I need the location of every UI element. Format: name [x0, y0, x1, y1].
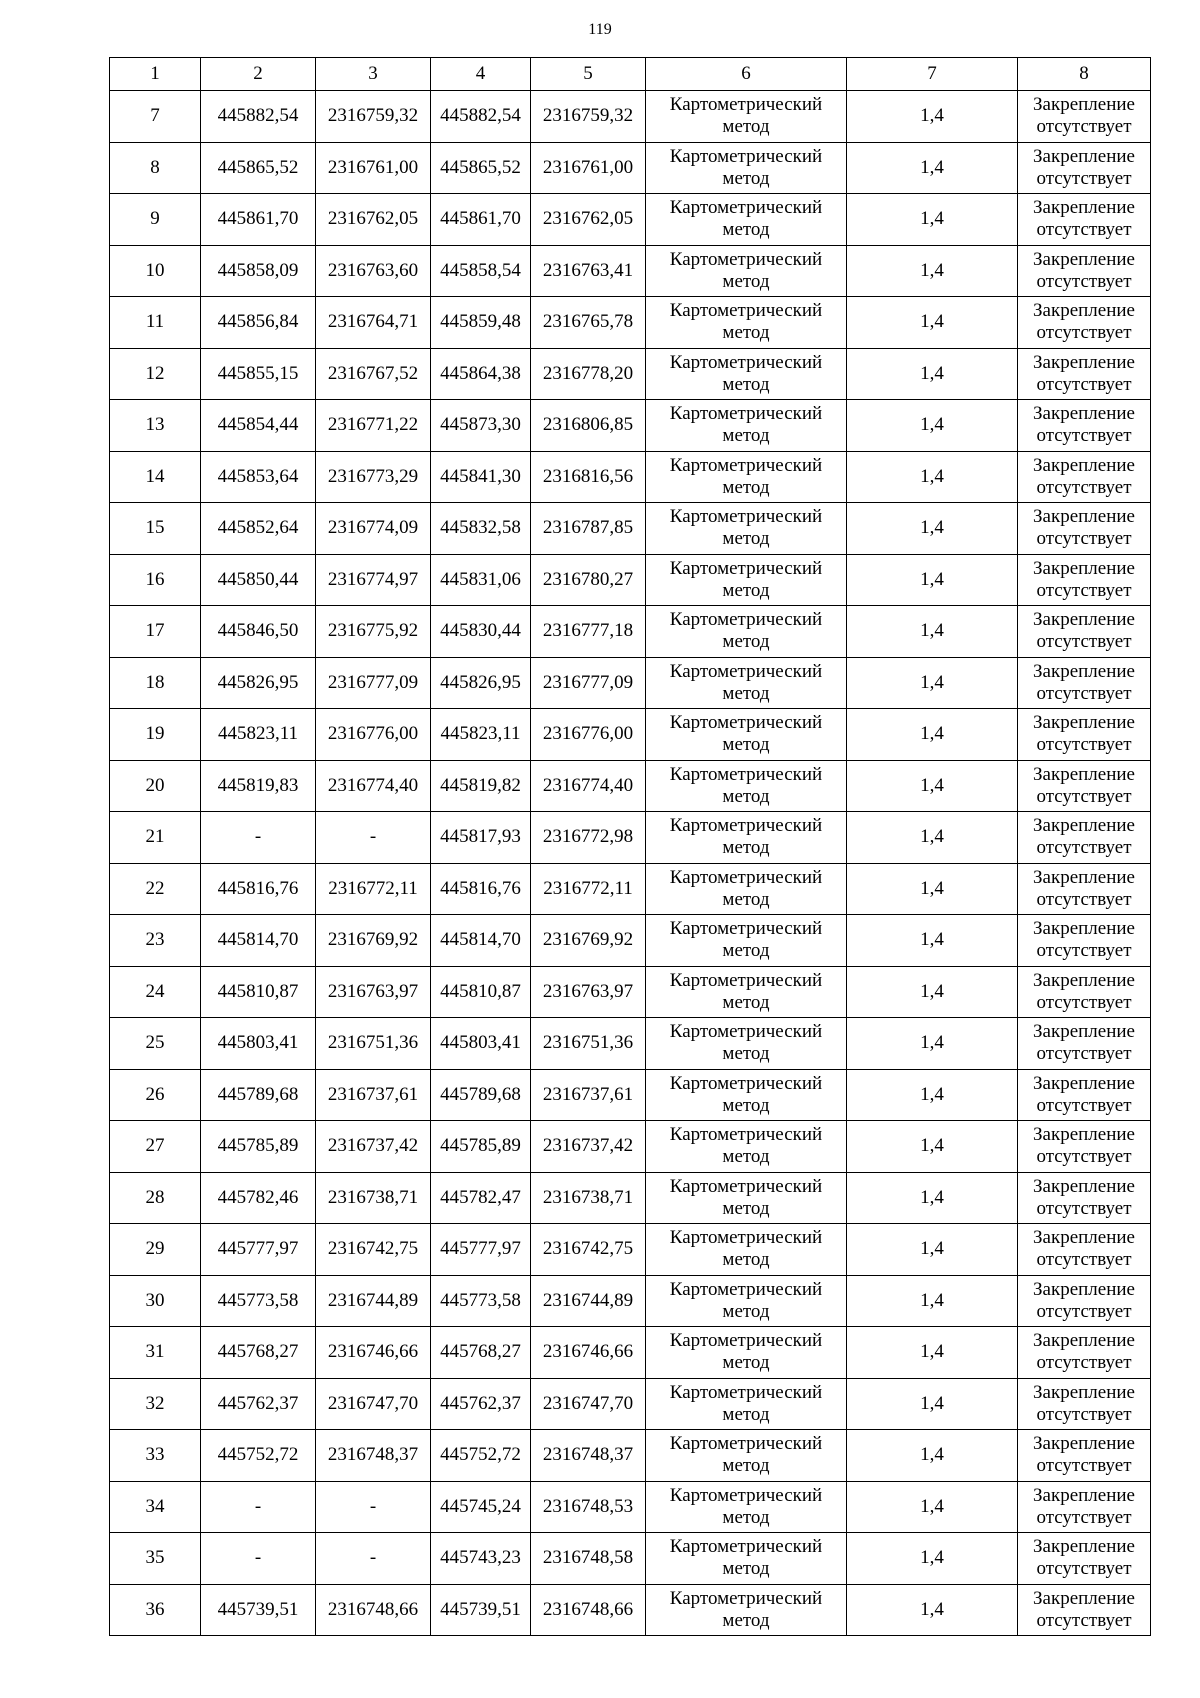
cell-x-new: 445789,68: [431, 1069, 531, 1121]
cell-x-new: 445831,06: [431, 554, 531, 606]
table-row: [110, 142, 1151, 194]
cell-y-old: 2316776,00: [316, 709, 431, 761]
cell-accuracy: 1,4: [847, 451, 1018, 503]
cell-method: Картометрический метод: [646, 606, 847, 658]
cell-x-new: 445841,30: [431, 451, 531, 503]
table-row: [110, 194, 1151, 246]
cell-accuracy: 1,4: [847, 812, 1018, 864]
table-row: [110, 863, 1151, 915]
cell-accuracy: 1,4: [847, 760, 1018, 812]
cell-fixation: Закрепление отсутствует: [1018, 348, 1151, 400]
cell-y-old: 2316772,11: [316, 863, 431, 915]
cell-method: Картометрический метод: [646, 400, 847, 452]
cell-x-new: 445782,47: [431, 1172, 531, 1224]
cell-point-number: 27: [110, 1121, 201, 1173]
cell-accuracy: 1,4: [847, 503, 1018, 555]
cell-y-new: 2316777,18: [531, 606, 646, 658]
cell-x-old: -: [201, 1533, 316, 1585]
cell-y-old: 2316761,00: [316, 142, 431, 194]
cell-point-number: 34: [110, 1481, 201, 1533]
cell-point-number: 31: [110, 1327, 201, 1379]
table-row: [110, 709, 1151, 761]
cell-x-old: 445826,95: [201, 657, 316, 709]
cell-accuracy: 1,4: [847, 1172, 1018, 1224]
cell-accuracy: 1,4: [847, 1481, 1018, 1533]
cell-method: Картометрический метод: [646, 1584, 847, 1636]
cell-x-old: 445739,51: [201, 1584, 316, 1636]
cell-y-old: 2316774,09: [316, 503, 431, 555]
cell-x-new: 445739,51: [431, 1584, 531, 1636]
cell-y-new: 2316748,66: [531, 1584, 646, 1636]
cell-x-old: 445858,09: [201, 245, 316, 297]
cell-x-new: 445810,87: [431, 966, 531, 1018]
cell-x-old: 445865,52: [201, 142, 316, 194]
cell-y-new: 2316763,97: [531, 966, 646, 1018]
cell-point-number: 21: [110, 812, 201, 864]
table-row: [110, 657, 1151, 709]
cell-x-new: 445745,24: [431, 1481, 531, 1533]
cell-y-new: 2316772,98: [531, 812, 646, 864]
cell-y-new: 2316777,09: [531, 657, 646, 709]
cell-method: Картометрический метод: [646, 503, 847, 555]
table-row: [110, 400, 1151, 452]
table-row: [110, 1533, 1151, 1585]
cell-y-old: 2316762,05: [316, 194, 431, 246]
cell-y-old: 2316767,52: [316, 348, 431, 400]
cell-y-old: 2316777,09: [316, 657, 431, 709]
cell-method: Картометрический метод: [646, 966, 847, 1018]
cell-x-new: 445826,95: [431, 657, 531, 709]
table-row: [110, 91, 1151, 143]
cell-y-old: 2316737,61: [316, 1069, 431, 1121]
cell-accuracy: 1,4: [847, 194, 1018, 246]
cell-x-old: 445854,44: [201, 400, 316, 452]
column-header-7: 7: [847, 58, 1018, 91]
cell-y-new: 2316742,75: [531, 1224, 646, 1276]
cell-y-old: 2316742,75: [316, 1224, 431, 1276]
cell-method: Картометрический метод: [646, 348, 847, 400]
cell-fixation: Закрепление отсутствует: [1018, 606, 1151, 658]
table-row: [110, 554, 1151, 606]
cell-y-old: -: [316, 1533, 431, 1585]
cell-x-new: 445873,30: [431, 400, 531, 452]
cell-x-old: 445814,70: [201, 915, 316, 967]
cell-method: Картометрический метод: [646, 657, 847, 709]
cell-fixation: Закрепление отсутствует: [1018, 1327, 1151, 1379]
cell-point-number: 18: [110, 657, 201, 709]
cell-y-new: 2316746,66: [531, 1327, 646, 1379]
cell-accuracy: 1,4: [847, 91, 1018, 143]
cell-fixation: Закрепление отсутствует: [1018, 451, 1151, 503]
cell-point-number: 13: [110, 400, 201, 452]
cell-x-old: 445773,58: [201, 1275, 316, 1327]
cell-point-number: 8: [110, 142, 201, 194]
cell-accuracy: 1,4: [847, 1327, 1018, 1379]
cell-method: Картометрический метод: [646, 1533, 847, 1585]
cell-fixation: Закрепление отсутствует: [1018, 863, 1151, 915]
cell-x-old: -: [201, 812, 316, 864]
cell-point-number: 35: [110, 1533, 201, 1585]
cell-y-old: 2316773,29: [316, 451, 431, 503]
cell-y-new: 2316738,71: [531, 1172, 646, 1224]
table-row: [110, 297, 1151, 349]
cell-point-number: 25: [110, 1018, 201, 1070]
column-header-8: 8: [1018, 58, 1151, 91]
cell-y-new: 2316780,27: [531, 554, 646, 606]
cell-method: Картометрический метод: [646, 760, 847, 812]
cell-x-old: 445819,83: [201, 760, 316, 812]
cell-x-new: 445773,58: [431, 1275, 531, 1327]
cell-x-old: 445803,41: [201, 1018, 316, 1070]
cell-x-new: 445819,82: [431, 760, 531, 812]
cell-x-old: 445810,87: [201, 966, 316, 1018]
table-row: [110, 1069, 1151, 1121]
cell-y-old: 2316775,92: [316, 606, 431, 658]
cell-point-number: 11: [110, 297, 201, 349]
cell-method: Картометрический метод: [646, 1069, 847, 1121]
cell-point-number: 16: [110, 554, 201, 606]
table-row: [110, 1584, 1151, 1636]
cell-accuracy: 1,4: [847, 966, 1018, 1018]
cell-fixation: Закрепление отсутствует: [1018, 91, 1151, 143]
cell-fixation: Закрепление отсутствует: [1018, 1275, 1151, 1327]
table-body: [110, 91, 1151, 1636]
cell-fixation: Закрепление отсутствует: [1018, 1378, 1151, 1430]
cell-x-new: 445832,58: [431, 503, 531, 555]
cell-method: Картометрический метод: [646, 297, 847, 349]
cell-y-old: 2316763,60: [316, 245, 431, 297]
cell-point-number: 32: [110, 1378, 201, 1430]
table-row: [110, 606, 1151, 658]
cell-method: Картометрический метод: [646, 1224, 847, 1276]
cell-y-new: 2316772,11: [531, 863, 646, 915]
cell-accuracy: 1,4: [847, 1584, 1018, 1636]
table-row: [110, 245, 1151, 297]
cell-x-new: 445864,38: [431, 348, 531, 400]
cell-point-number: 20: [110, 760, 201, 812]
table-row: [110, 1275, 1151, 1327]
cell-y-new: 2316759,32: [531, 91, 646, 143]
column-header-3: 3: [316, 58, 431, 91]
table-row: [110, 348, 1151, 400]
cell-accuracy: 1,4: [847, 657, 1018, 709]
cell-y-new: 2316776,00: [531, 709, 646, 761]
cell-y-new: 2316748,37: [531, 1430, 646, 1482]
cell-y-old: 2316764,71: [316, 297, 431, 349]
cell-point-number: 7: [110, 91, 201, 143]
cell-y-new: 2316747,70: [531, 1378, 646, 1430]
cell-x-old: 445882,54: [201, 91, 316, 143]
cell-x-new: 445777,97: [431, 1224, 531, 1276]
cell-accuracy: 1,4: [847, 1378, 1018, 1430]
cell-y-old: 2316774,97: [316, 554, 431, 606]
cell-method: Картометрический метод: [646, 863, 847, 915]
table-row: [110, 1481, 1151, 1533]
cell-x-old: 445777,97: [201, 1224, 316, 1276]
cell-fixation: Закрепление отсутствует: [1018, 760, 1151, 812]
cell-y-old: 2316744,89: [316, 1275, 431, 1327]
cell-x-new: 445752,72: [431, 1430, 531, 1482]
cell-method: Картометрический метод: [646, 1172, 847, 1224]
table-row: [110, 503, 1151, 555]
cell-accuracy: 1,4: [847, 1533, 1018, 1585]
cell-x-old: 445846,50: [201, 606, 316, 658]
cell-method: Картометрический метод: [646, 91, 847, 143]
cell-x-new: 445762,37: [431, 1378, 531, 1430]
cell-accuracy: 1,4: [847, 1121, 1018, 1173]
cell-x-new: 445830,44: [431, 606, 531, 658]
cell-y-new: 2316816,56: [531, 451, 646, 503]
cell-x-old: -: [201, 1481, 316, 1533]
cell-x-old: 445782,46: [201, 1172, 316, 1224]
cell-point-number: 15: [110, 503, 201, 555]
table-row: [110, 1378, 1151, 1430]
cell-x-new: 445817,93: [431, 812, 531, 864]
cell-y-new: 2316763,41: [531, 245, 646, 297]
table-row: [110, 915, 1151, 967]
cell-fixation: Закрепление отсутствует: [1018, 709, 1151, 761]
cell-method: Картометрический метод: [646, 709, 847, 761]
cell-point-number: 24: [110, 966, 201, 1018]
cell-fixation: Закрепление отсутствует: [1018, 1430, 1151, 1482]
cell-method: Картометрический метод: [646, 142, 847, 194]
cell-x-new: 445861,70: [431, 194, 531, 246]
table-row: [110, 760, 1151, 812]
table-row: [110, 1172, 1151, 1224]
cell-point-number: 33: [110, 1430, 201, 1482]
cell-y-old: 2316746,66: [316, 1327, 431, 1379]
cell-accuracy: 1,4: [847, 1275, 1018, 1327]
cell-y-new: 2316762,05: [531, 194, 646, 246]
cell-x-new: 445803,41: [431, 1018, 531, 1070]
cell-point-number: 12: [110, 348, 201, 400]
cell-y-old: 2316769,92: [316, 915, 431, 967]
cell-method: Картометрический метод: [646, 1378, 847, 1430]
cell-x-old: 445855,15: [201, 348, 316, 400]
cell-x-old: 445861,70: [201, 194, 316, 246]
cell-fixation: Закрепление отсутствует: [1018, 1584, 1151, 1636]
column-header-1: 1: [110, 58, 201, 91]
cell-method: Картометрический метод: [646, 1018, 847, 1070]
table-row: [110, 1018, 1151, 1070]
cell-point-number: 29: [110, 1224, 201, 1276]
table-row: [110, 966, 1151, 1018]
cell-y-new: 2316787,85: [531, 503, 646, 555]
cell-method: Картометрический метод: [646, 554, 847, 606]
cell-accuracy: 1,4: [847, 863, 1018, 915]
cell-x-new: 445859,48: [431, 297, 531, 349]
cell-fixation: Закрепление отсутствует: [1018, 966, 1151, 1018]
column-header-2: 2: [201, 58, 316, 91]
cell-accuracy: 1,4: [847, 1069, 1018, 1121]
cell-accuracy: 1,4: [847, 245, 1018, 297]
cell-x-old: 445852,64: [201, 503, 316, 555]
cell-y-old: 2316737,42: [316, 1121, 431, 1173]
cell-point-number: 23: [110, 915, 201, 967]
cell-x-new: 445814,70: [431, 915, 531, 967]
cell-fixation: Закрепление отсутствует: [1018, 1069, 1151, 1121]
cell-x-old: 445816,76: [201, 863, 316, 915]
cell-y-new: 2316751,36: [531, 1018, 646, 1070]
cell-fixation: Закрепление отсутствует: [1018, 194, 1151, 246]
cell-fixation: Закрепление отсутствует: [1018, 915, 1151, 967]
cell-method: Картометрический метод: [646, 1327, 847, 1379]
cell-fixation: Закрепление отсутствует: [1018, 1018, 1151, 1070]
cell-x-new: 445823,11: [431, 709, 531, 761]
cell-accuracy: 1,4: [847, 709, 1018, 761]
cell-point-number: 36: [110, 1584, 201, 1636]
cell-fixation: Закрепление отсутствует: [1018, 1172, 1151, 1224]
cell-y-old: -: [316, 1481, 431, 1533]
cell-x-old: 445850,44: [201, 554, 316, 606]
cell-y-old: 2316771,22: [316, 400, 431, 452]
cell-x-old: 445768,27: [201, 1327, 316, 1379]
cell-accuracy: 1,4: [847, 915, 1018, 967]
cell-y-old: 2316763,97: [316, 966, 431, 1018]
cell-accuracy: 1,4: [847, 554, 1018, 606]
cell-y-old: 2316751,36: [316, 1018, 431, 1070]
cell-point-number: 14: [110, 451, 201, 503]
coordinates-table: [109, 57, 1151, 1636]
cell-y-new: 2316806,85: [531, 400, 646, 452]
cell-x-new: 445865,52: [431, 142, 531, 194]
cell-y-new: 2316769,92: [531, 915, 646, 967]
cell-x-new: 445858,54: [431, 245, 531, 297]
cell-point-number: 10: [110, 245, 201, 297]
cell-x-old: 445823,11: [201, 709, 316, 761]
cell-fixation: Закрепление отсутствует: [1018, 554, 1151, 606]
cell-accuracy: 1,4: [847, 142, 1018, 194]
cell-point-number: 30: [110, 1275, 201, 1327]
cell-y-old: 2316747,70: [316, 1378, 431, 1430]
cell-fixation: Закрепление отсутствует: [1018, 1533, 1151, 1585]
cell-fixation: Закрепление отсутствует: [1018, 657, 1151, 709]
cell-fixation: Закрепление отсутствует: [1018, 1481, 1151, 1533]
cell-x-old: 445762,37: [201, 1378, 316, 1430]
cell-fixation: Закрепление отсутствует: [1018, 142, 1151, 194]
cell-x-old: 445853,64: [201, 451, 316, 503]
table-row: [110, 1327, 1151, 1379]
cell-y-new: 2316744,89: [531, 1275, 646, 1327]
table-row: [110, 451, 1151, 503]
cell-method: Картометрический метод: [646, 1121, 847, 1173]
table-row: [110, 1121, 1151, 1173]
cell-point-number: 22: [110, 863, 201, 915]
cell-y-new: 2316778,20: [531, 348, 646, 400]
cell-y-old: -: [316, 812, 431, 864]
column-header-4: 4: [431, 58, 531, 91]
cell-accuracy: 1,4: [847, 297, 1018, 349]
cell-y-new: 2316765,78: [531, 297, 646, 349]
cell-method: Картометрический метод: [646, 1481, 847, 1533]
cell-x-new: 445743,23: [431, 1533, 531, 1585]
cell-y-old: 2316759,32: [316, 91, 431, 143]
cell-y-old: 2316748,66: [316, 1584, 431, 1636]
cell-fixation: Закрепление отсутствует: [1018, 245, 1151, 297]
cell-y-new: 2316737,42: [531, 1121, 646, 1173]
cell-method: Картометрический метод: [646, 812, 847, 864]
cell-fixation: Закрепление отсутствует: [1018, 297, 1151, 349]
cell-x-new: 445768,27: [431, 1327, 531, 1379]
cell-point-number: 17: [110, 606, 201, 658]
cell-accuracy: 1,4: [847, 348, 1018, 400]
cell-fixation: Закрепление отсутствует: [1018, 400, 1151, 452]
cell-y-new: 2316748,53: [531, 1481, 646, 1533]
cell-accuracy: 1,4: [847, 400, 1018, 452]
cell-accuracy: 1,4: [847, 1430, 1018, 1482]
cell-y-new: 2316761,00: [531, 142, 646, 194]
cell-x-new: 445882,54: [431, 91, 531, 143]
cell-x-old: 445785,89: [201, 1121, 316, 1173]
cell-method: Картометрический метод: [646, 451, 847, 503]
cell-method: Картометрический метод: [646, 194, 847, 246]
cell-x-new: 445816,76: [431, 863, 531, 915]
cell-y-old: 2316774,40: [316, 760, 431, 812]
cell-y-old: 2316748,37: [316, 1430, 431, 1482]
cell-y-new: 2316748,58: [531, 1533, 646, 1585]
table-row: [110, 1430, 1151, 1482]
table-row: [110, 1224, 1151, 1276]
cell-method: Картометрический метод: [646, 915, 847, 967]
table-row: [110, 812, 1151, 864]
cell-fixation: Закрепление отсутствует: [1018, 1224, 1151, 1276]
cell-accuracy: 1,4: [847, 1224, 1018, 1276]
cell-accuracy: 1,4: [847, 606, 1018, 658]
cell-fixation: Закрепление отсутствует: [1018, 812, 1151, 864]
cell-y-new: 2316737,61: [531, 1069, 646, 1121]
cell-x-old: 445752,72: [201, 1430, 316, 1482]
cell-point-number: 9: [110, 194, 201, 246]
cell-point-number: 28: [110, 1172, 201, 1224]
column-header-6: 6: [646, 58, 847, 91]
cell-accuracy: 1,4: [847, 1018, 1018, 1070]
page-number: 119: [588, 21, 612, 38]
cell-y-new: 2316774,40: [531, 760, 646, 812]
header-row: [110, 58, 1151, 91]
cell-fixation: Закрепление отсутствует: [1018, 1121, 1151, 1173]
cell-x-old: 445856,84: [201, 297, 316, 349]
cell-point-number: 19: [110, 709, 201, 761]
cell-x-new: 445785,89: [431, 1121, 531, 1173]
cell-point-number: 26: [110, 1069, 201, 1121]
cell-method: Картометрический метод: [646, 1430, 847, 1482]
cell-y-old: 2316738,71: [316, 1172, 431, 1224]
cell-method: Картометрический метод: [646, 1275, 847, 1327]
cell-fixation: Закрепление отсутствует: [1018, 503, 1151, 555]
cell-x-old: 445789,68: [201, 1069, 316, 1121]
cell-method: Картометрический метод: [646, 245, 847, 297]
column-header-5: 5: [531, 58, 646, 91]
